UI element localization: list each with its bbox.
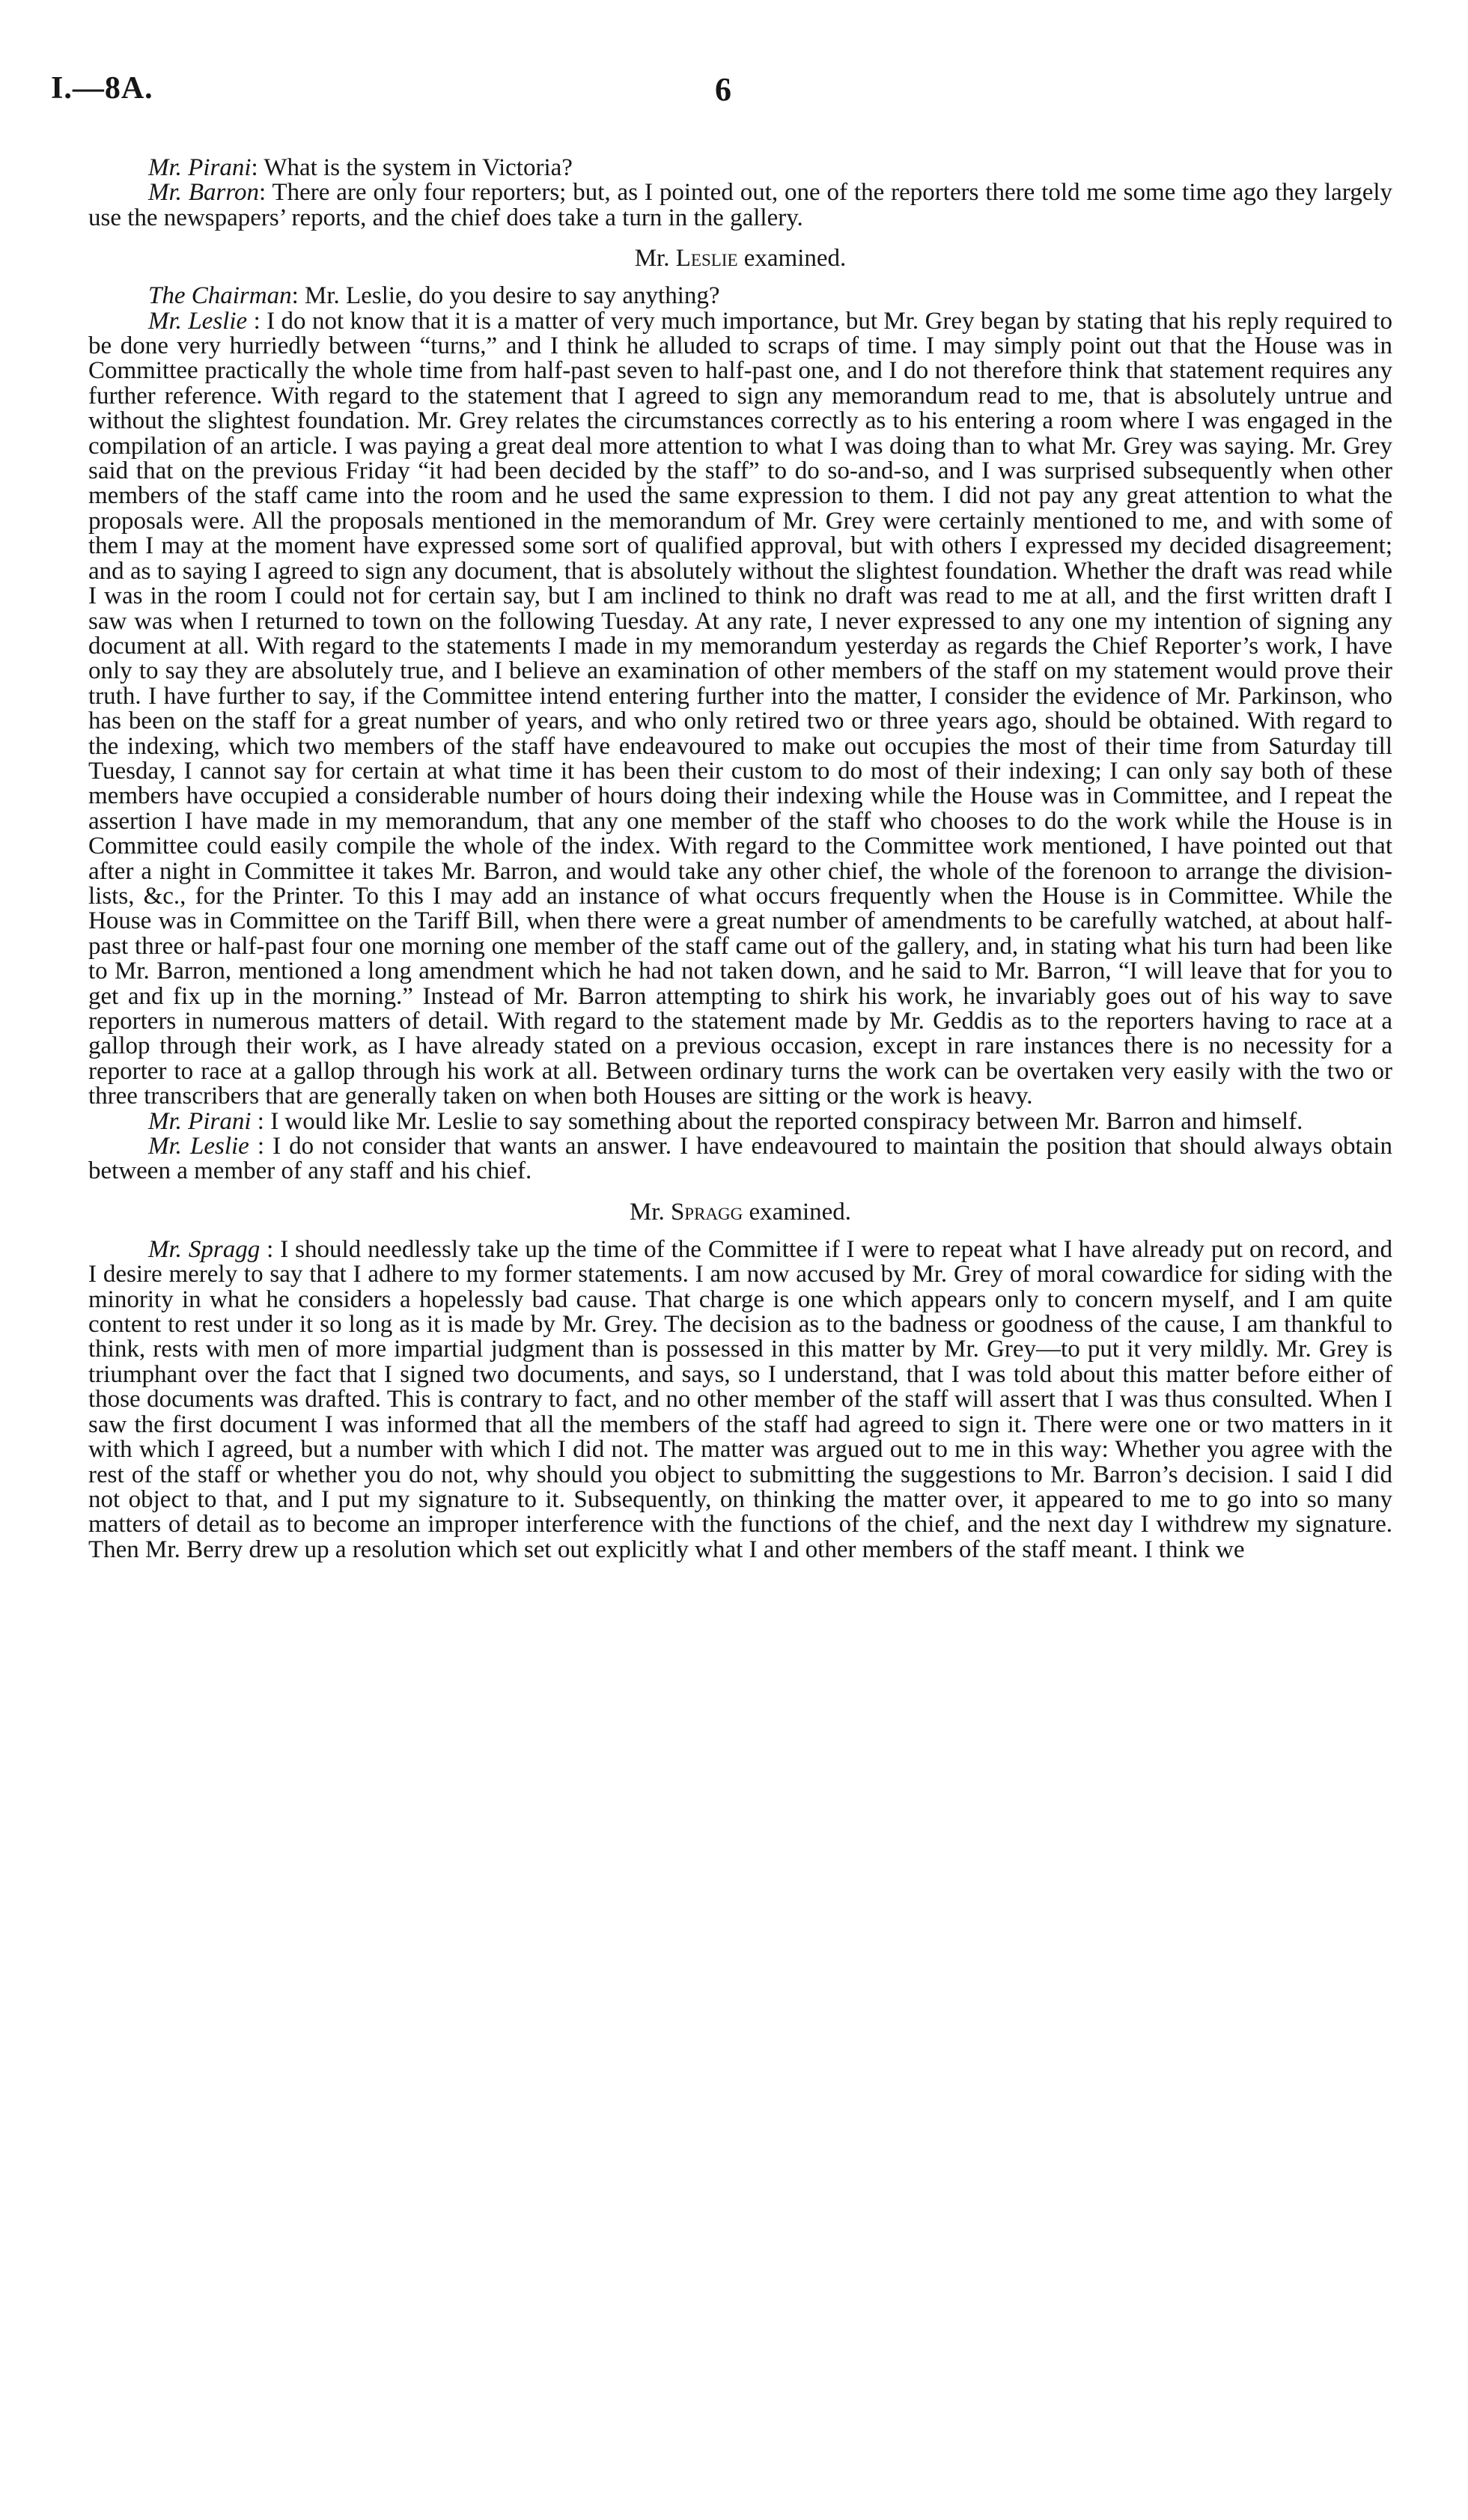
paragraph <box>88 180 1392 231</box>
document-body <box>88 156 1392 1562</box>
paragraph-text: There are only four reporters; but, as I pointed out, one of the reporters there told me some time ago they largely use the newspapers’ reports, and the chief does take a turn in the gallery. <box>88 179 1393 231</box>
speaker-separator: : <box>258 179 272 207</box>
paragraph-text: I would like Mr. Leslie to say something about the reported conspiracy between Mr. Barron and himself. <box>270 1107 1303 1135</box>
paragraph <box>88 156 1392 180</box>
speaker-name: Mr. Pirani <box>148 1107 252 1135</box>
speaker-name: Mr. Spragg <box>148 1235 261 1263</box>
speaker-separator: : <box>291 282 305 310</box>
speaker-separator: : <box>247 307 267 335</box>
heading-prefix: Mr. <box>634 245 676 273</box>
speaker-separator: : <box>251 1107 271 1135</box>
heading-suffix: examined. <box>737 245 847 273</box>
paragraph-text: Mr. Leslie, do you desire to say anything? <box>305 282 720 310</box>
speaker-separator: : <box>260 1235 281 1263</box>
paragraph <box>88 1107 1392 1135</box>
paragraph-text: I do not consider that wants an answer. I have endeavoured to maintain the position that should always obtain between a member of any staff and his chief. <box>88 1133 1393 1185</box>
speaker-name: Mr. Leslie <box>148 1133 249 1160</box>
paragraph <box>88 1134 1392 1184</box>
paragraph <box>88 309 1392 1110</box>
speaker-separator: : <box>251 154 264 181</box>
paragraph-text: I do not know that it is a matter of very much importance, but Mr. Grey began by stating that his reply required to be done very hurriedly between “turns,” and I think he alluded to scraps of time. I may simply point out that the House was in Committee practically the whole time from half-past seven to half-past one, and I do not therefore think that statement requires any further reference. With regard to the statement that I agreed to sign any memorandum read to me, that is absolutely untrue and without the slightest foundation. Mr. Grey relates the circumstances correctly as to his entering a room where I was engaged in the compilation of an article. I was paying a great deal more attention to what I was doing than to what Mr. Grey was saying. Mr. Grey said that on the previous Friday “it had been decided by the staff” to do so-and-so, and I was surprised subsequently when other members of the staff came into the room and he used the same expression to them. I did not pay any great attention to what the proposals were. All the proposals mentioned in the memorandum of Mr. Grey were certainly mentioned to me, and with some of them I may at the moment have expressed some sort of qualified approval, but with others I expressed my decided disagreement; and as to saying I agreed to sign any document, that is absolutely without the slightest foundation. Whether the draft was read while I was in the room I could not for certain say, but I am inclined to think no draft was read to me at all, and the first written draft I saw was when I returned to town on the following Tuesday. At any rate, I never expressed to any one my intention of signing any document at all. With regard to the statements I made in my memorandum yesterday as regards the Chief Reporter’s work, I have only to say they are absolutely true, and I believe an examination of other members of the staff on my statement would prove their truth. I have further to say, if the Committee intend entering further into the matter, I consider the evidence of Mr. Parkinson, who has been on the staff for a great number of years, and who only retired two or three years ago, should be obtained. With regard to the indexing, which two members of the staff have endeavoured to make out occupies the most of their time from Saturday till Tuesday, I cannot say for certain at what time it has been their custom to do most of their indexing; I can only say both of these members have occupied a considerable number of hours doing their indexing while the House was in Committee, and I repeat the assertion I have made in my memorandum, that any one member of the staff who chooses to do the work while the House is in Committee could easily compile the whole of the index. With regard to the Committee work mentioned, I have pointed out that after a night in Committee it takes Mr. Barron, and would take any other chief, the whole of the forenoon to arrange the division-lists, &c., for the Printer. To this I may add an instance of what occurs frequently when the House is in Committee. While the House was in Committee on the Tariff Bill, when there were a great number of amendments to be carefully watched, at about half-past three or half-past four one morning one member of the staff came out of the gallery, and, in stating what his turn had been like to Mr. Barron, mentioned a long amendment which he had not taken down, and he said to Mr. Barron, “I will leave that for you to get and fix up in the morning.” Instead of Mr. Barron attempting to shirk his work, he invariably goes out of his way to save reporters in numerous matters of detail. With regard to the statement made by Mr. Geddis as to the reporters having to race at a gallop through their work, as I have already stated on a previous occasion, except in rare instances there is no necessity for a reporter to race at a gallop through his work at all. Between ordinary turns the work can be overtaken very easily with the two or three transcribers that are generally taken on when both Houses are sitting or the work is heavy. <box>88 307 1393 1110</box>
paragraph-text: What is the system in Victoria? <box>264 154 573 181</box>
section-heading <box>88 1197 1392 1227</box>
speaker-name: Mr. Leslie <box>148 307 248 335</box>
section-heading <box>88 243 1392 273</box>
paper-reference: I.—8A. <box>51 71 153 106</box>
paragraph <box>88 1235 1392 1563</box>
heading-name: Leslie <box>675 245 738 273</box>
speaker-name: Mr. Barron <box>148 179 259 207</box>
heading-suffix: examined. <box>743 1198 852 1226</box>
speaker-name: The Chairman <box>148 282 292 310</box>
heading-prefix: Mr. <box>629 1198 671 1226</box>
speaker-name: Mr. Pirani <box>148 154 252 181</box>
speaker-separator: : <box>249 1133 273 1160</box>
heading-name: Spragg <box>670 1198 743 1226</box>
paragraph-text: I should needlessly take up the time of the Committee if I were to repeat what I have already put on record, and I desire merely to say that I adhere to my former statements. I am now accused by Mr. Grey of moral cowardice for siding with the minority in what he considers a hopelessly bad cause. That charge is one which appears only to concern myself, and I am quite content to rest under it so long as it is made by Mr. Grey. The decision as to the badness or goodness of the cause, I am thankful to think, rests with men of more impartial judgment than is possessed in this matter by Mr. Grey—to put it very mildly. Mr. Grey is triumphant over the fact that I signed two documents, and says, so I understand, that I was told about this matter before either of those documents was drafted. This is contrary to fact, and no other member of the staff will assert that I was thus consulted. When I saw the first document I was informed that all the members of the staff had agreed to sign it. There were one or two matters in it with which I agreed, but a number with which I did not. The matter was argued out to me in this way: Whether you agree with the rest of the staff or whether you do not, why should you object to submitting the suggestions to Mr. Barron’s decision. I said I did not object to that, and I put my signature to it. Subsequently, on thinking the matter over, it appeared to me to go into so many matters of detail as to become an improper interference with the functions of the chief, and the next day I withdrew my signature. Then Mr. Berry drew up a resolution which set out explicitly what I and other members of the staff meant. I think we <box>88 1235 1392 1563</box>
paragraph <box>88 284 1392 308</box>
page-number: 6 <box>715 71 731 108</box>
